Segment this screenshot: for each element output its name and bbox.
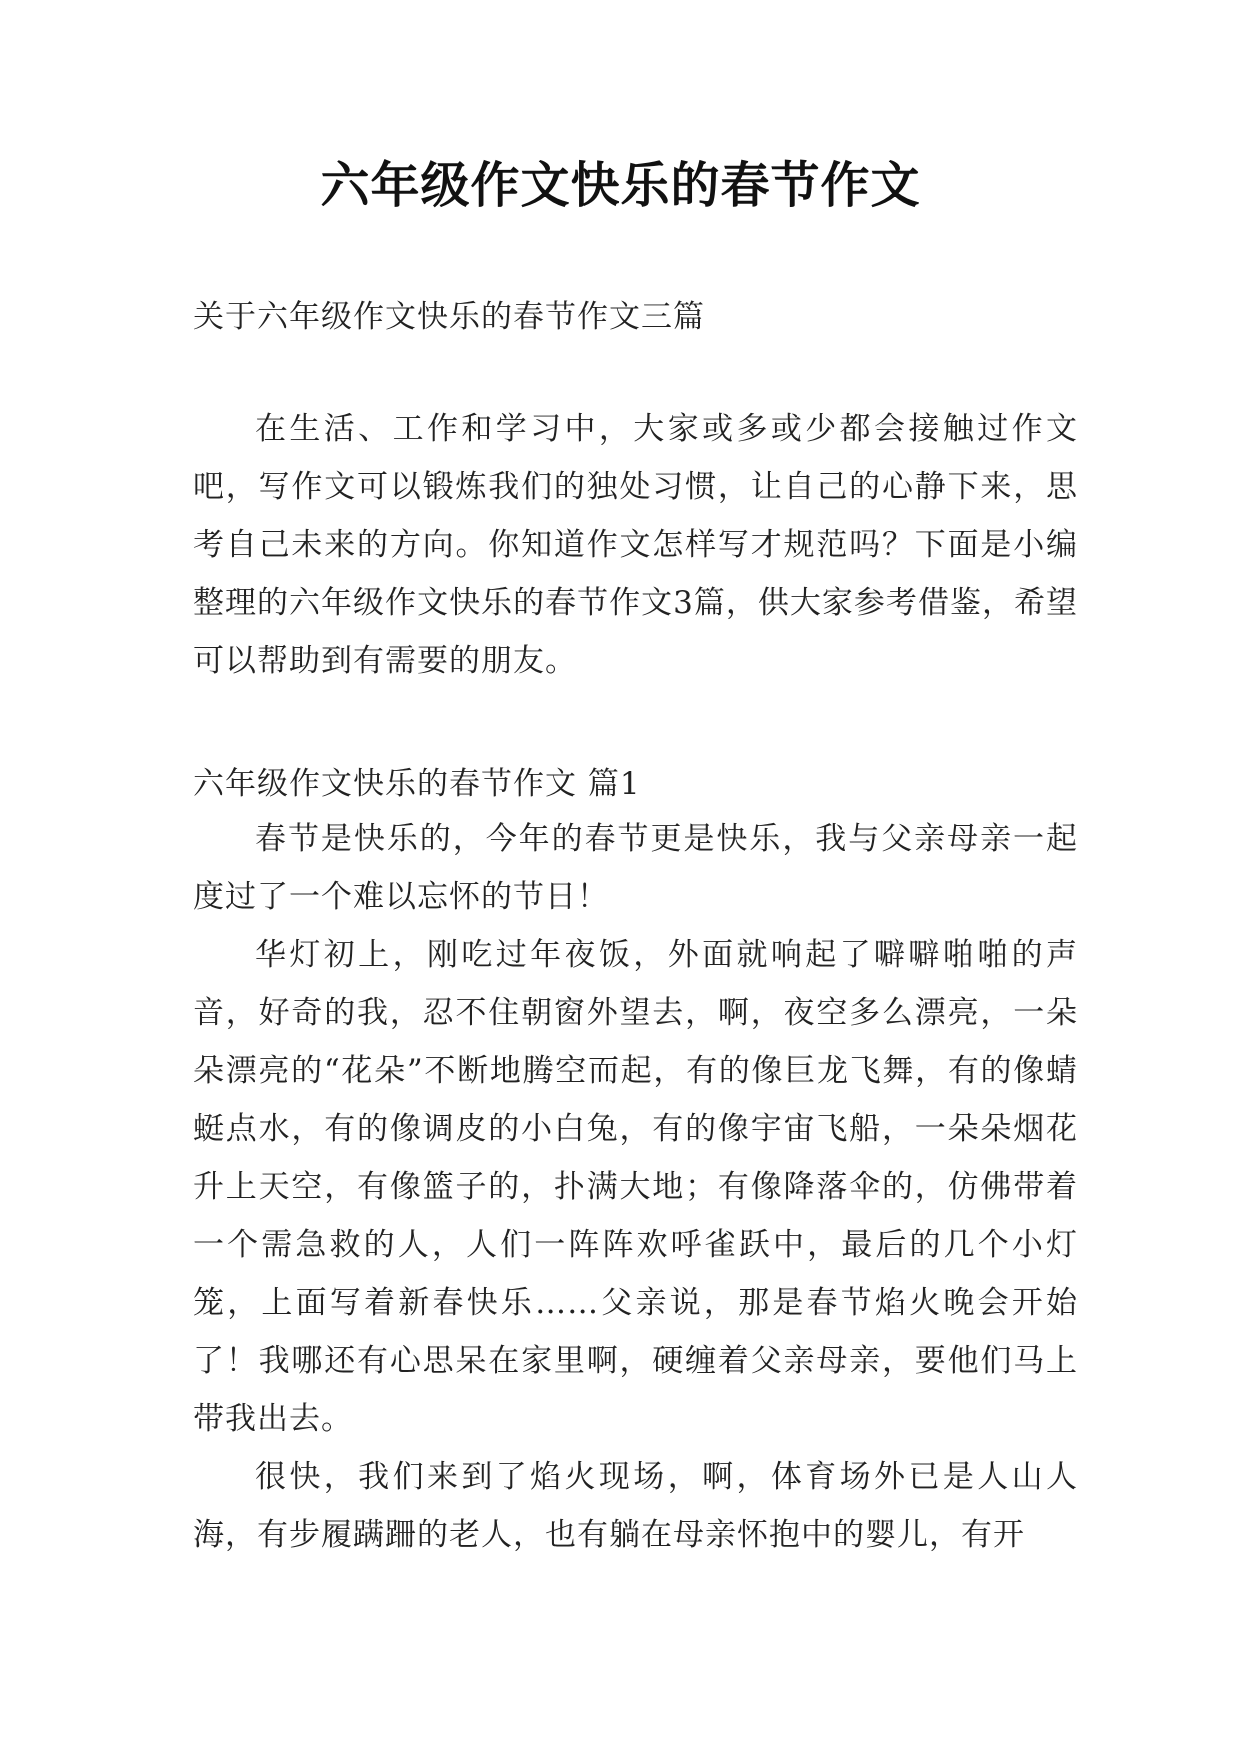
section-paragraph-1: 春节是快乐的，今年的春节更是快乐，我与父亲母亲一起度过了一个难以忘怀的节日！ [193,821,1078,915]
section-paragraph-2: 华灯初上，刚吃过年夜饭，外面就响起了噼噼啪啪的声音，好奇的我，忍不住朝窗外望去，啊，夜空多么漂亮，一朵朵漂亮的“花朵”不断地腾空而起，有的像巨龙飞舞，有的像蜻蜓点水，有的像调皮的小白兔，有的像宇宙飞船，一朵朵烟花升上天空，有像篮子的，扑满大地；有像降落伞的，仿佛带着一个需急救的人，人们一阵阵欢呼雀跃中，最后的几个小灯笼，上面写着新春快乐……父亲说，那是春节焰火晚会开始了！我哪还有心思呆在家里啊，硬缠着父亲母亲，要他们马上带我出去。 [193,937,1078,1437]
document-title: 六年级作文快乐的春节作文 [320,156,921,214]
intro-paragraph: 在生活、工作和学习中，大家或多或少都会接触过作文吧，写作文可以锻炼我们的独处习惯，让自己的心静下来，思考自己未来的方向。你知道作文怎样写才规范吗？下面是小编整理的六年级作文快乐的春节作文3篇，供大家参考借鉴，希望可以帮助到有需要的朋友。 [193,411,1078,679]
document-subtitle: 关于六年级作文快乐的春节作文三篇 [193,299,705,335]
section-paragraph-3: 很快，我们来到了焰火现场，啊，体育场外已是人山人海，有步履蹒跚的老人，也有躺在母亲怀抱中的婴儿，有开 [193,1459,1078,1553]
section-heading: 六年级作文快乐的春节作文 篇1 [193,766,641,802]
section-body [193,810,1078,1564]
